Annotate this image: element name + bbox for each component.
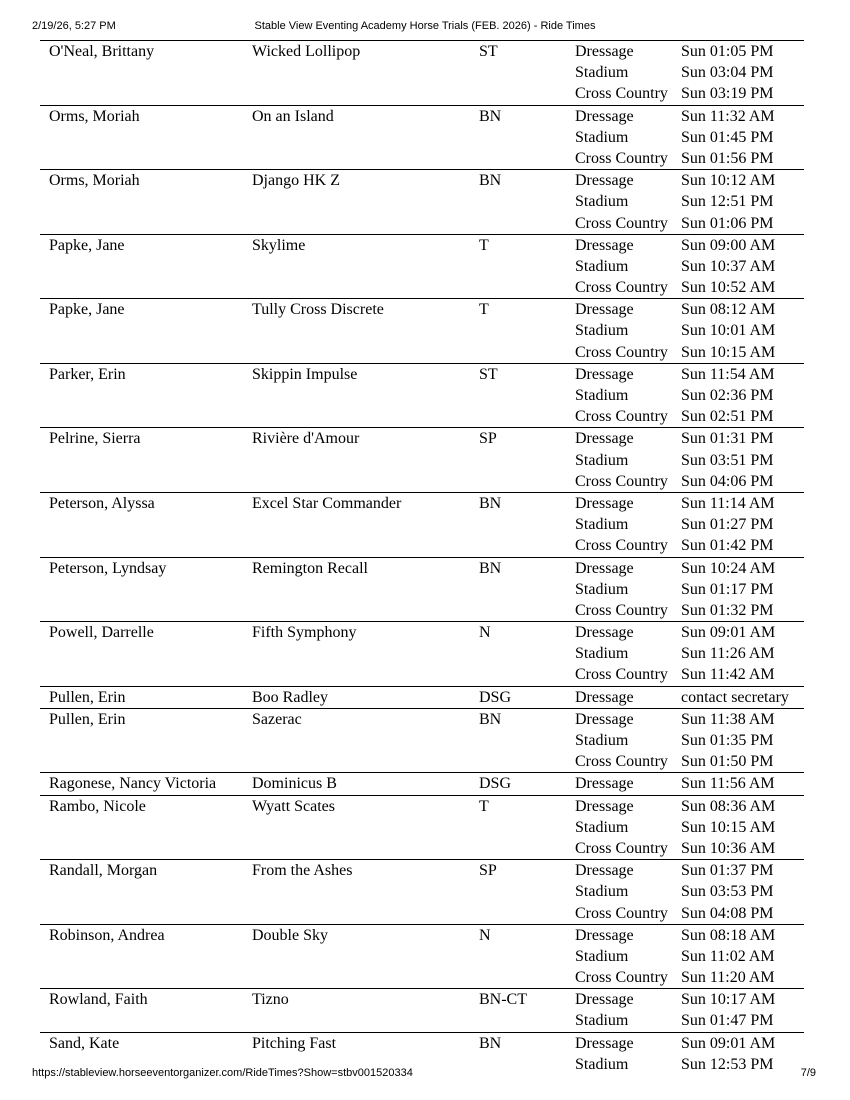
ride-line	[40, 817, 804, 838]
ride-line	[40, 428, 804, 449]
horse-name: Django HK Z	[252, 172, 340, 190]
ride-time: Sun 01:37 PM	[681, 862, 774, 880]
ride-time: Sun 10:24 AM	[681, 559, 776, 577]
ride-line	[40, 600, 804, 621]
ride-time: Sun 08:18 AM	[681, 926, 776, 944]
phase-label: Cross Country	[575, 904, 668, 922]
entry-row	[40, 687, 804, 709]
rider-name: Orms, Moriah	[49, 107, 140, 125]
ride-line	[40, 106, 804, 127]
division-label: BN	[479, 107, 502, 125]
phase-label: Cross Country	[575, 753, 668, 771]
rider-name: Papke, Jane	[49, 236, 125, 254]
ride-line	[40, 385, 804, 406]
phase-label: Dressage	[575, 991, 634, 1009]
phase-label: Cross Country	[575, 666, 668, 684]
horse-name: Tizno	[252, 991, 289, 1009]
division-label: BN	[479, 494, 502, 512]
entry-row	[40, 860, 804, 925]
rider-name: Peterson, Alyssa	[49, 494, 155, 512]
ride-line	[40, 643, 804, 664]
entry-row	[40, 299, 804, 364]
rider-name: Ragonese, Nancy Victoria	[49, 775, 217, 793]
ride-time: Sun 11:20 AM	[681, 969, 775, 987]
division-label: BN	[479, 559, 502, 577]
horse-name: Rivière d'Amour	[252, 430, 360, 448]
entry-row	[40, 235, 804, 300]
ride-line	[40, 1033, 804, 1054]
ride-time: Sun 11:32 AM	[681, 107, 775, 125]
horse-name: Fifth Symphony	[252, 624, 357, 642]
ride-time: Sun 09:01 AM	[681, 624, 776, 642]
phase-label: Dressage	[575, 862, 634, 880]
ride-time: Sun 01:32 PM	[681, 601, 774, 619]
ride-time: Sun 01:42 PM	[681, 537, 774, 555]
ride-time: Sun 03:19 PM	[681, 85, 774, 103]
horse-name: Dominicus B	[252, 775, 337, 793]
rider-name: Robinson, Andrea	[49, 926, 165, 944]
horse-name: Boo Radley	[252, 688, 328, 706]
entry-row	[40, 622, 804, 687]
rider-name: Orms, Moriah	[49, 172, 140, 190]
phase-label: Dressage	[575, 365, 634, 383]
ride-time: Sun 03:04 PM	[681, 64, 774, 82]
entry-row	[40, 41, 804, 106]
horse-name: Pitching Fast	[252, 1034, 337, 1052]
phase-label: Cross Country	[575, 343, 668, 361]
ride-line	[40, 364, 804, 385]
ride-time: contact secretary	[681, 688, 789, 706]
entry-row	[40, 428, 804, 493]
phase-label: Stadium	[575, 580, 629, 598]
phase-label: Dressage	[575, 624, 634, 642]
phase-label: Dressage	[575, 301, 634, 319]
horse-name: Tully Cross Discrete	[252, 301, 384, 319]
phase-label: Dressage	[575, 797, 634, 815]
division-label: BN	[479, 1034, 502, 1052]
ride-line	[40, 41, 804, 62]
ride-line	[40, 709, 804, 730]
phase-label: Dressage	[575, 236, 634, 254]
phase-label: Cross Country	[575, 149, 668, 167]
ride-line	[40, 342, 804, 363]
ride-time: Sun 10:01 AM	[681, 322, 776, 340]
entry-row	[40, 364, 804, 429]
rider-name: O'Neal, Brittany	[49, 43, 155, 60]
ride-line	[40, 450, 804, 471]
ride-time: Sun 10:15 AM	[681, 343, 776, 361]
ride-time: Sun 10:37 AM	[681, 257, 776, 275]
entry-row	[40, 925, 804, 990]
phase-label: Cross Country	[575, 969, 668, 987]
phase-label: Stadium	[575, 128, 629, 146]
division-label: BN	[479, 710, 502, 728]
ride-time: Sun 09:00 AM	[681, 236, 776, 254]
ride-time: Sun 11:54 AM	[681, 365, 775, 383]
phase-label: Dressage	[575, 107, 634, 125]
phase-label: Stadium	[575, 516, 629, 534]
print-datetime: 2/19/26, 5:27 PM	[32, 20, 116, 32]
rider-name: Peterson, Lyndsay	[49, 559, 167, 577]
ride-line	[40, 62, 804, 83]
horse-name: Remington Recall	[252, 559, 368, 577]
ride-line	[40, 881, 804, 902]
phase-label: Cross Country	[575, 537, 668, 555]
phase-label: Stadium	[575, 1055, 629, 1073]
entry-row	[40, 493, 804, 558]
phase-label: Cross Country	[575, 279, 668, 297]
ride-line	[40, 579, 804, 600]
rider-name: Randall, Morgan	[49, 862, 158, 880]
division-label: ST	[479, 365, 498, 383]
ride-line	[40, 235, 804, 256]
entry-row	[40, 170, 804, 235]
ride-time: Sun 01:27 PM	[681, 516, 774, 534]
horse-name: On an Island	[252, 107, 334, 125]
ride-line	[40, 751, 804, 772]
ride-line	[40, 493, 804, 514]
ride-line	[40, 730, 804, 751]
division-label: DSG	[479, 775, 512, 793]
ride-line	[40, 83, 804, 104]
ride-line	[40, 664, 804, 685]
phase-label: Dressage	[575, 430, 634, 448]
entry-row	[40, 773, 804, 795]
ride-line	[40, 558, 804, 579]
ride-line	[40, 687, 804, 708]
phase-label: Stadium	[575, 64, 629, 82]
ride-line	[40, 277, 804, 298]
horse-name: Excel Star Commander	[252, 494, 402, 512]
ride-line	[40, 989, 804, 1010]
rider-name: Rambo, Nicole	[49, 797, 146, 815]
ride-times-table	[40, 40, 804, 1075]
phase-label: Stadium	[575, 322, 629, 340]
entry-row	[40, 106, 804, 171]
entry-row	[40, 989, 804, 1032]
ride-line	[40, 213, 804, 234]
ride-line	[40, 925, 804, 946]
horse-name: Skylime	[252, 236, 306, 254]
ride-time: Sun 01:17 PM	[681, 580, 774, 598]
phase-label: Dressage	[575, 688, 634, 706]
ride-time: Sun 09:01 AM	[681, 1034, 776, 1052]
phase-label: Stadium	[575, 1012, 629, 1030]
ride-time: Sun 10:52 AM	[681, 279, 776, 297]
entry-row	[40, 558, 804, 623]
division-label: N	[479, 926, 491, 944]
ride-time: Sun 02:51 PM	[681, 408, 774, 426]
division-label: SP	[479, 430, 497, 448]
phase-label: Dressage	[575, 559, 634, 577]
ride-time: Sun 11:56 AM	[681, 775, 775, 793]
ride-line	[40, 170, 804, 191]
division-label: BN-CT	[479, 991, 527, 1009]
division-label: DSG	[479, 688, 512, 706]
ride-time: Sun 01:45 PM	[681, 128, 774, 146]
phase-label: Stadium	[575, 883, 629, 901]
phase-label: Dressage	[575, 775, 634, 793]
ride-line	[40, 299, 804, 320]
ride-time: Sun 01:47 PM	[681, 1012, 774, 1030]
rider-name: Parker, Erin	[49, 365, 126, 383]
phase-label: Cross Country	[575, 214, 668, 232]
ride-line	[40, 535, 804, 556]
ride-line	[40, 320, 804, 341]
horse-name: Sazerac	[252, 710, 302, 728]
page-title: Stable View Eventing Academy Horse Trials (FEB. 2026) - Ride Times	[254, 20, 596, 32]
phase-label: Stadium	[575, 818, 629, 836]
ride-time: Sun 08:36 AM	[681, 797, 776, 815]
rider-name: Powell, Darrelle	[49, 624, 154, 642]
ride-time: Sun 01:06 PM	[681, 214, 774, 232]
ride-time: Sun 08:12 AM	[681, 301, 776, 319]
phase-label: Dressage	[575, 710, 634, 728]
phase-label: Stadium	[575, 451, 629, 469]
ride-line	[40, 406, 804, 427]
phase-label: Cross Country	[575, 839, 668, 857]
ride-line	[40, 622, 804, 643]
page-url[interactable]: https://stableview.horseeventorganizer.com/RideTimes?Show=stbv001520334	[32, 1067, 413, 1079]
ride-time: Sun 04:08 PM	[681, 904, 774, 922]
ride-time: Sun 04:06 PM	[681, 472, 774, 490]
division-label: BN	[479, 172, 502, 190]
ride-time: Sun 10:36 AM	[681, 839, 776, 857]
ride-line	[40, 191, 804, 212]
rider-name: Pullen, Erin	[49, 688, 126, 706]
phase-label: Stadium	[575, 645, 629, 663]
division-label: T	[479, 797, 489, 815]
ride-time: Sun 01:35 PM	[681, 732, 774, 749]
division-label: SP	[479, 862, 497, 880]
entry-row	[40, 709, 804, 774]
phase-label: Dressage	[575, 1034, 634, 1052]
ride-line	[40, 514, 804, 535]
phase-label: Stadium	[575, 732, 629, 749]
ride-line	[40, 256, 804, 277]
horse-name: From the Ashes	[252, 862, 353, 880]
phase-label: Stadium	[575, 947, 629, 965]
ride-time: Sun 02:36 PM	[681, 387, 774, 404]
phase-label: Cross Country	[575, 601, 668, 619]
phase-label: Dressage	[575, 43, 634, 60]
ride-line	[40, 1010, 804, 1031]
ride-time: Sun 11:42 AM	[681, 666, 775, 684]
horse-name: Double Sky	[252, 926, 328, 944]
ride-time: Sun 01:31 PM	[681, 430, 774, 448]
ride-line	[40, 773, 804, 794]
ride-line	[40, 471, 804, 492]
rider-name: Pullen, Erin	[49, 710, 126, 728]
rider-name: Papke, Jane	[49, 301, 125, 319]
phase-label: Cross Country	[575, 85, 668, 103]
ride-time: Sun 03:53 PM	[681, 883, 774, 901]
phase-label: Cross Country	[575, 408, 668, 426]
ride-time: Sun 11:26 AM	[681, 645, 775, 663]
ride-line	[40, 967, 804, 988]
ride-time: Sun 12:53 PM	[681, 1055, 774, 1073]
rider-name: Sand, Kate	[49, 1034, 120, 1052]
ride-time: Sun 12:51 PM	[681, 193, 774, 211]
rider-name: Pelrine, Sierra	[49, 430, 141, 448]
entry-row	[40, 796, 804, 861]
ride-time: Sun 01:56 PM	[681, 149, 774, 167]
ride-time: Sun 10:12 AM	[681, 172, 776, 190]
phase-label: Stadium	[575, 193, 629, 211]
division-label: T	[479, 301, 489, 319]
ride-line	[40, 148, 804, 169]
phase-label: Stadium	[575, 387, 629, 404]
horse-name: Skippin Impulse	[252, 365, 358, 383]
rider-name: Rowland, Faith	[49, 991, 148, 1009]
ride-time: Sun 01:05 PM	[681, 43, 774, 60]
ride-line	[40, 127, 804, 148]
page-number: 7/9	[800, 1067, 816, 1079]
ride-time: Sun 10:15 AM	[681, 818, 776, 836]
ride-time: Sun 11:14 AM	[681, 494, 775, 512]
phase-label: Dressage	[575, 172, 634, 190]
phase-label: Dressage	[575, 494, 634, 512]
ride-line	[40, 903, 804, 924]
ride-line	[40, 860, 804, 881]
division-label: ST	[479, 43, 498, 60]
ride-time: Sun 11:38 AM	[681, 710, 775, 728]
ride-line	[40, 796, 804, 817]
division-label: N	[479, 624, 491, 642]
ride-time: Sun 03:51 PM	[681, 451, 774, 469]
division-label: T	[479, 236, 489, 254]
ride-line	[40, 946, 804, 967]
ride-time: Sun 10:17 AM	[681, 991, 776, 1009]
horse-name: Wyatt Scates	[252, 797, 336, 815]
horse-name: Wicked Lollipop	[252, 43, 361, 60]
phase-label: Cross Country	[575, 472, 668, 490]
ride-time: Sun 11:02 AM	[681, 947, 775, 965]
ride-time: Sun 01:50 PM	[681, 753, 774, 771]
ride-line	[40, 838, 804, 859]
phase-label: Stadium	[575, 257, 629, 275]
phase-label: Dressage	[575, 926, 634, 944]
